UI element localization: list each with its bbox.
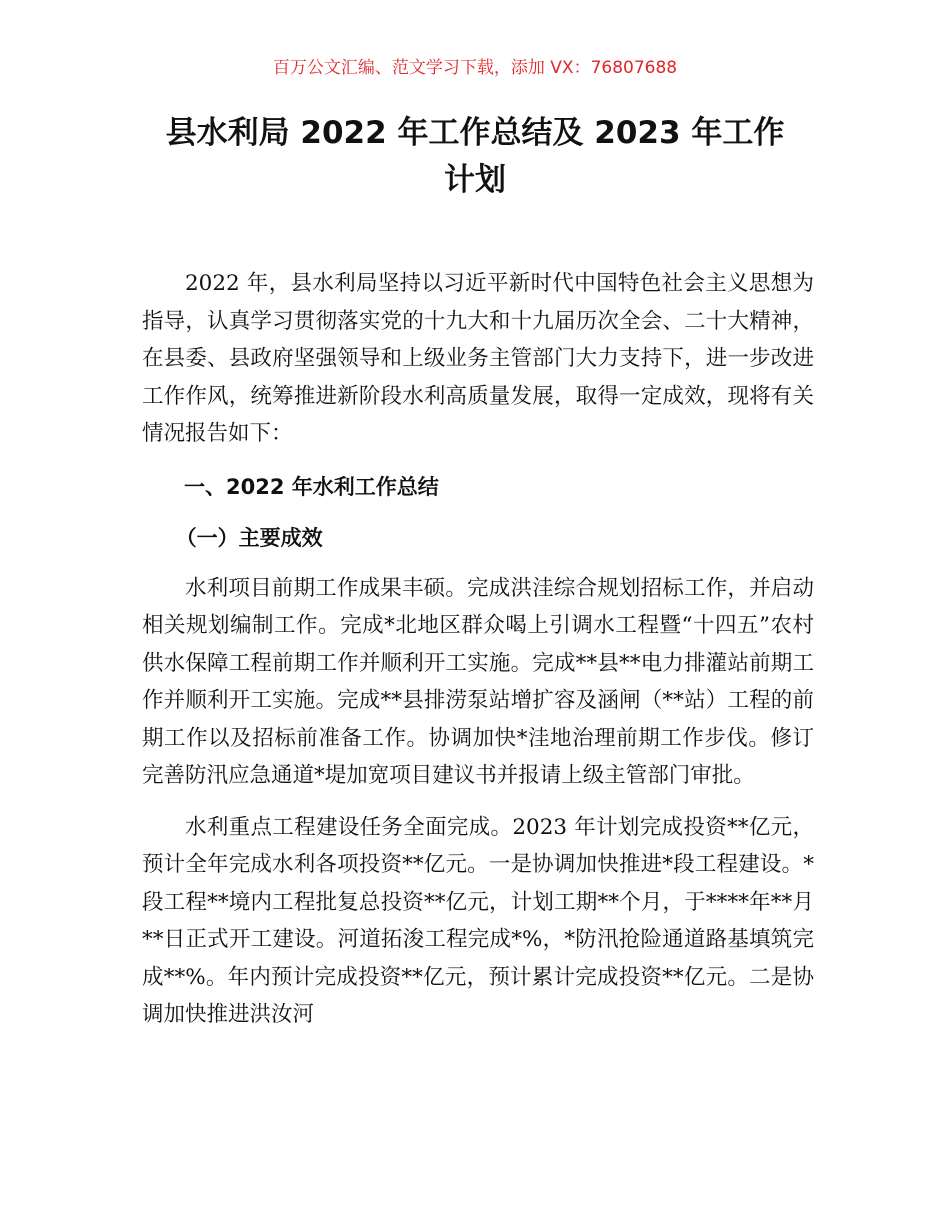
section-heading-summary: 一、2022 年水利工作总结 — [184, 474, 439, 499]
paragraph-project-preparation: 水利项目前期工作成果丰硕。完成洪洼综合规划招标工作，并启动相关规划编制工作。完成*北地区群众喝上引调水工程暨“十四五”农村供水保障工程前期工作并顺利开工实施。完成**县**电力排灌站前期工作并顺利开工实施。完成**县排涝泵站增扩容及涵闸（**站）工程的前期工作以及招标前准备工作。协调加快*洼地治理前期工作步伐。修订完善防汛应急通道*堤加宽项目建议书并报请上级主管部门审批。 — [142, 575, 814, 788]
document-title — [130, 110, 820, 204]
title-line-1: 县水利局 2022 年工作总结及 2023 年工作 — [165, 115, 785, 151]
document-body — [142, 265, 814, 1034]
subsection-heading-achievements: （一）主要成效 — [175, 526, 323, 550]
paragraph-key-projects: 水利重点工程建设任务全面完成。2023 年计划完成投资**亿元，预计全年完成水利各项投资**亿元。一是协调加快推进*段工程建设。*段工程**境内工程批复总投资**亿元，计划工期**个月，于****年**月**日正式开工建设。河道拓浚工程完成*%，*防汛抢险通道路基填筑完成**%。年内预计完成投资**亿元，预计累计完成投资**亿元。二是协调加快推进洪汝河 — [142, 814, 814, 1027]
intro-paragraph: 2022 年，县水利局坚持以习近平新时代中国特色社会主义思想为指导，认真学习贯彻落实党的十九大和十九届历次全会、二十大精神，在县委、县政府坚强领导和上级业务主管部门大力支持下，进一步改进工作作风，统筹推进新阶段水利高质量发展，取得一定成效，现将有关情况报告如下： — [142, 271, 814, 446]
watermark-banner: 百万公文汇编、范文学习下载，添加 VX：76807688 — [272, 58, 678, 78]
title-line-2: 计划 — [444, 162, 506, 198]
